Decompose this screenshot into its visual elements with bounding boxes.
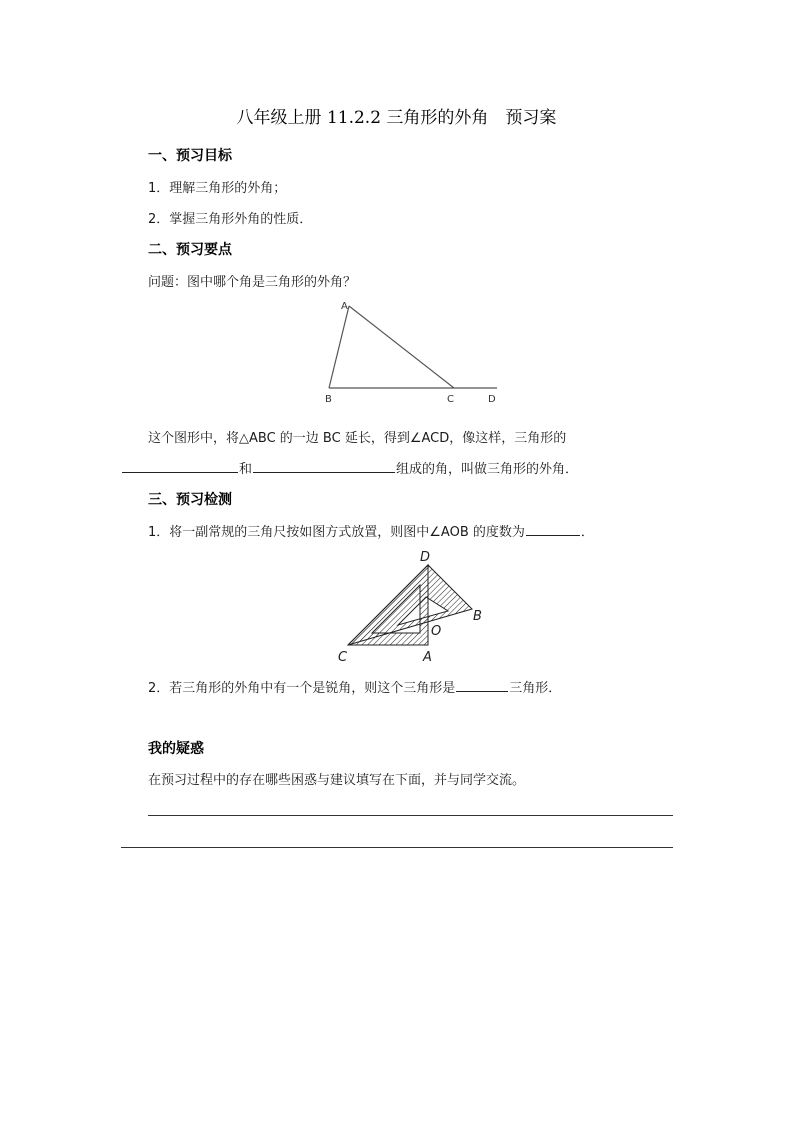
section-heading-keypoints: 二、预习要点	[148, 242, 232, 258]
label-c: C	[447, 394, 454, 405]
answer-blank-q2[interactable]	[456, 677, 508, 692]
q1-text: 1．将一副常规的三角尺按如图方式放置，则图中∠AOB 的度数为	[148, 525, 525, 540]
question-text: 问题：图中哪个角是三角形的外角？	[148, 275, 357, 290]
page-title: 八年级上册 11.2.2 三角形的外角 预习案	[236, 108, 557, 128]
answer-blank-1[interactable]	[122, 458, 238, 473]
label-c: C	[338, 650, 348, 665]
goal-item-2: 2．掌握三角形外角的性质．	[148, 212, 313, 227]
definition-line-1: 这个图形中，将△ABC 的一边 BC 延长，得到∠ACD，像这样，三角形的	[148, 431, 567, 446]
check-question-2	[148, 677, 561, 696]
q1-end: ．	[580, 525, 594, 540]
side-ac	[349, 306, 454, 388]
label-d: D	[420, 550, 431, 565]
label-d: D	[488, 394, 496, 405]
label-a: A	[341, 301, 348, 312]
q2-end: 三角形．	[509, 681, 562, 696]
side-ab	[329, 306, 349, 388]
check-question-1	[148, 521, 594, 540]
definition-and: 和	[239, 462, 253, 477]
answer-line-1[interactable]	[148, 815, 673, 816]
label-o: O	[431, 624, 442, 639]
answer-line-2[interactable]	[121, 847, 673, 848]
goal-item-1: 1．理解三角形的外角；	[148, 181, 287, 196]
definition-line-2	[121, 458, 578, 477]
definition-end: 组成的角，叫做三角形的外角．	[396, 462, 579, 477]
doubts-instruction: 在预习过程中的存在哪些困惑与建议填写在下面，并与同学交流。	[148, 773, 526, 788]
set-square-figure	[320, 545, 500, 667]
label-b: B	[473, 609, 482, 624]
section-heading-goals: 一、预习目标	[148, 148, 232, 164]
triangle-figure	[300, 292, 520, 408]
label-a: A	[423, 650, 432, 665]
answer-blank-2[interactable]	[253, 458, 395, 473]
section-heading-check: 三、预习检测	[148, 492, 232, 508]
answer-blank-q1[interactable]	[526, 521, 580, 536]
q2-text: 2．若三角形的外角中有一个是锐角，则这个三角形是	[148, 681, 456, 696]
section-heading-doubts: 我的疑惑	[148, 741, 204, 757]
label-b: B	[325, 394, 332, 405]
